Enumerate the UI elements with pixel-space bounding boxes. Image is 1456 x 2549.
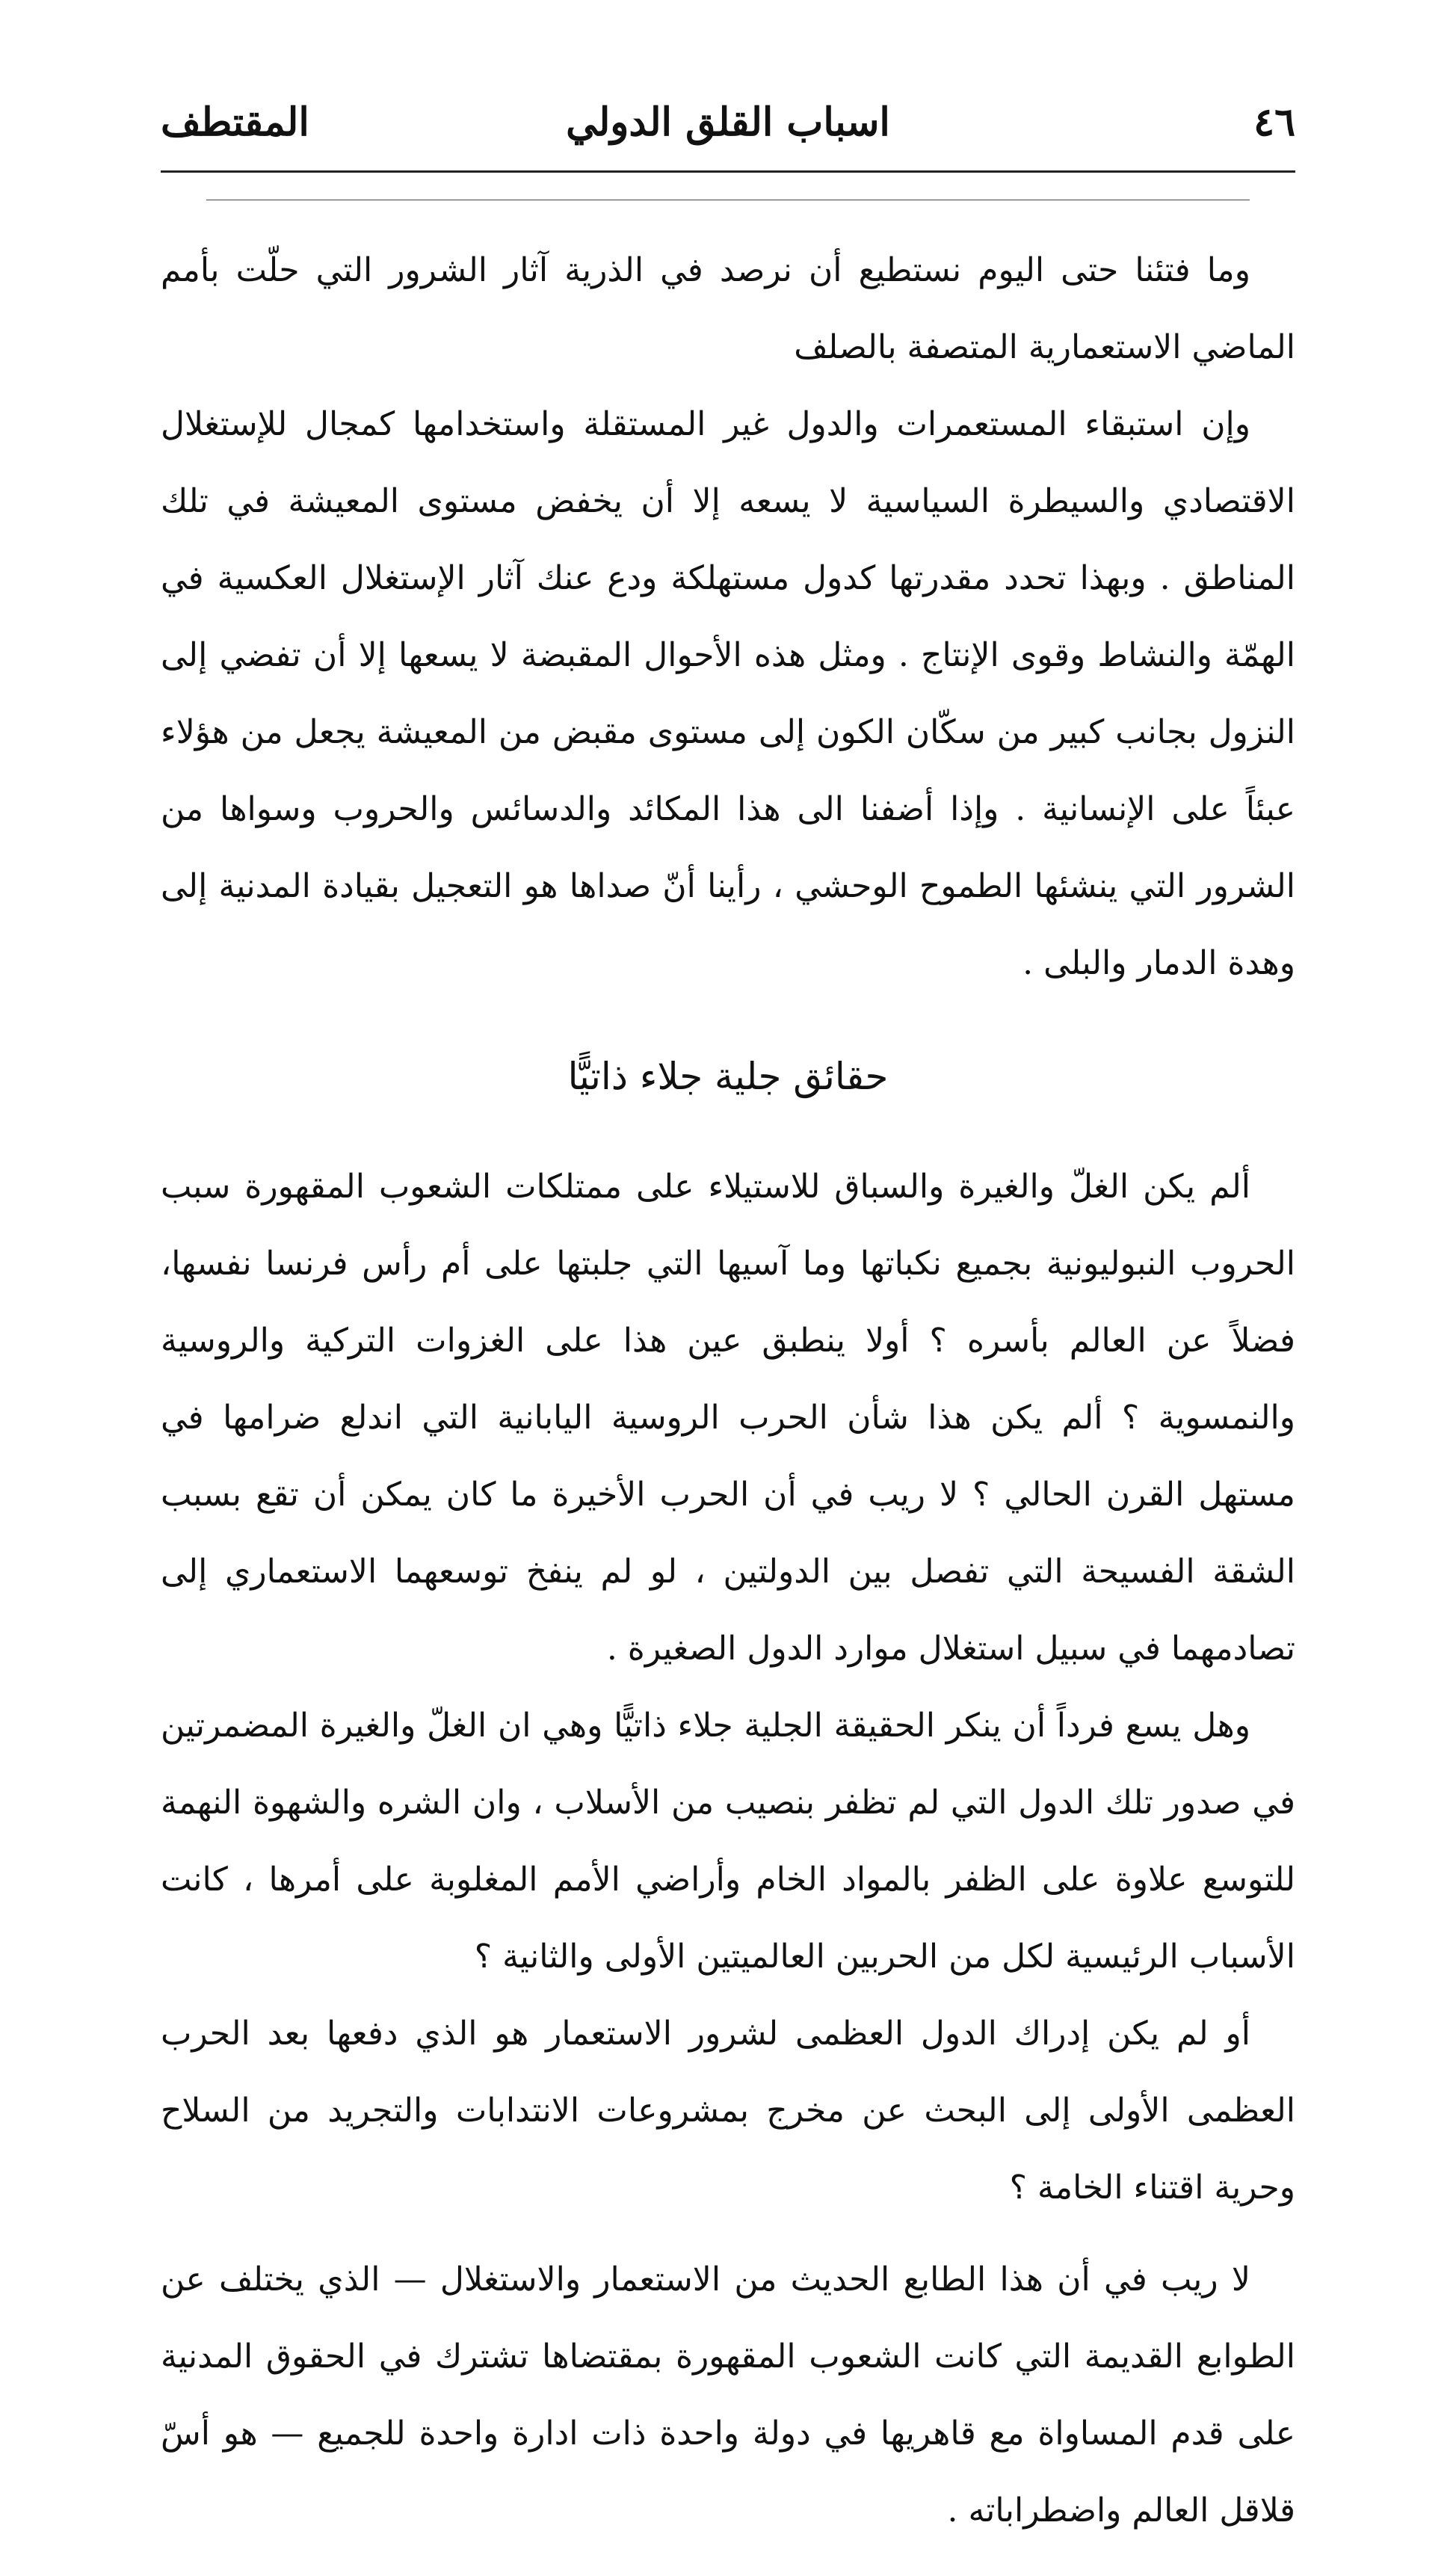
paragraph: وهل يسع فرداً أن ينكر الحقيقة الجلية جلاء ذاتيًّا وهي ان الغلّ والغيرة المضمرتين في صدور تلك الدول التي لم تظفر بنصيب من الأسلاب ، وان الشره والشهوة النهمة للتوسع علاوة على الظفر بالمواد الخام وأراضي الأمم المغلوبة على أمرها ، كانت الأسباب الرئيسية لكل من الحربين العالميتين الأولى والثانية ؟ [161,1707,1295,1976]
paragraph: لا ريب في أن هذا الطابع الحديث من الاستعمار والاستغلال — الذي يختلف عن الطوابع القديمة التي كانت الشعوب المقهورة بمقتضاها تشترك في الحقوق المدنية على قدم المساواة مع قاهريها في دولة واحدة ذات ادارة واحدة للجميع — هو أسّ قلاقل العالم واضطراباته . [161,2260,1295,2530]
section-heading: حقائق جلية جلاء ذاتيًّا [567,1055,889,1098]
journal-name: المقتطف [161,99,309,145]
page-header [161,90,1295,155]
paragraph: وما فتئنا حتى اليوم نستطيع أن نرصد في الذرية آثار الشرور التي حلّت بأمم الماضي الاستعمارية المتصفة بالصلف [161,251,1295,366]
paragraph-gap [161,2226,1295,2241]
running-title: اسباب القلق الدولي [566,99,890,145]
paragraph: أو لم يكن إدراك الدول العظمى لشرور الاستعمار هو الذي دفعها بعد الحرب العظمى الأولى إلى البحث عن مخرج بمشروعات الانتدابات والتجريد من السلاح وحرية اقتناء الخامة ؟ [161,2015,1295,2207]
paragraph: ألم يكن الغلّ والغيرة والسباق للاستيلاء على ممتلكات الشعوب المقهورة سبب الحروب النبوليونية بجميع نكباتها وما آسيها التي جلبتها على أم رأس فرنسا نفسها، فضلاً عن العالم بأسره ؟ أولا ينطبق عين هذا على الغزوات التركية والروسية والنمسوية ؟ ألم يكن هذا شأن الحرب الروسية اليابانية التي اندلع ضرامها في مستهل القرن الحالي ؟ لا ريب في أن الحرب الأخيرة ما كان يمكن أن تقع بسبب الشقة الفسيحة التي تفصل بين الدولتين ، لو لم ينفخ توسعهما الاستعماري إلى تصادمهما في سبيل استغلال موارد الدول الصغيرة . [161,1168,1295,1668]
paragraph: وإن استبقاء المستعمرات والدول غير المستقلة واستخدامها كمجال للإستغلال الاقتصادي والسيطرة السياسية لا يسعه إلا أن يخفض مستوى المعيشة في تلك المناطق . وبهذا تحدد مقدرتها كدول مستهلكة ودع عنك آثار الإستغلال العكسية في الهمّة والنشاط وقوى الإنتاج . ومثل هذه الأحوال المقبضة لا يسعها إلا أن تفضي إلى النزول بجانب كبير من سكّان الكون إلى مستوى مقبض من المعيشة يجعل من هؤلاء عبئاً على الإنسانية . وإذا أضفنا الى هذا المكائد والدسائس والحروب وسواها من الشرور التي ينشئها الطموح الوحشي ، رأينا أنّ صداها هو التعجيل بقيادة المدنية إلى وهدة الدمار والبلى . [161,405,1295,982]
header-rule [161,170,1295,173]
page-number: ٤٦ [1253,99,1295,145]
